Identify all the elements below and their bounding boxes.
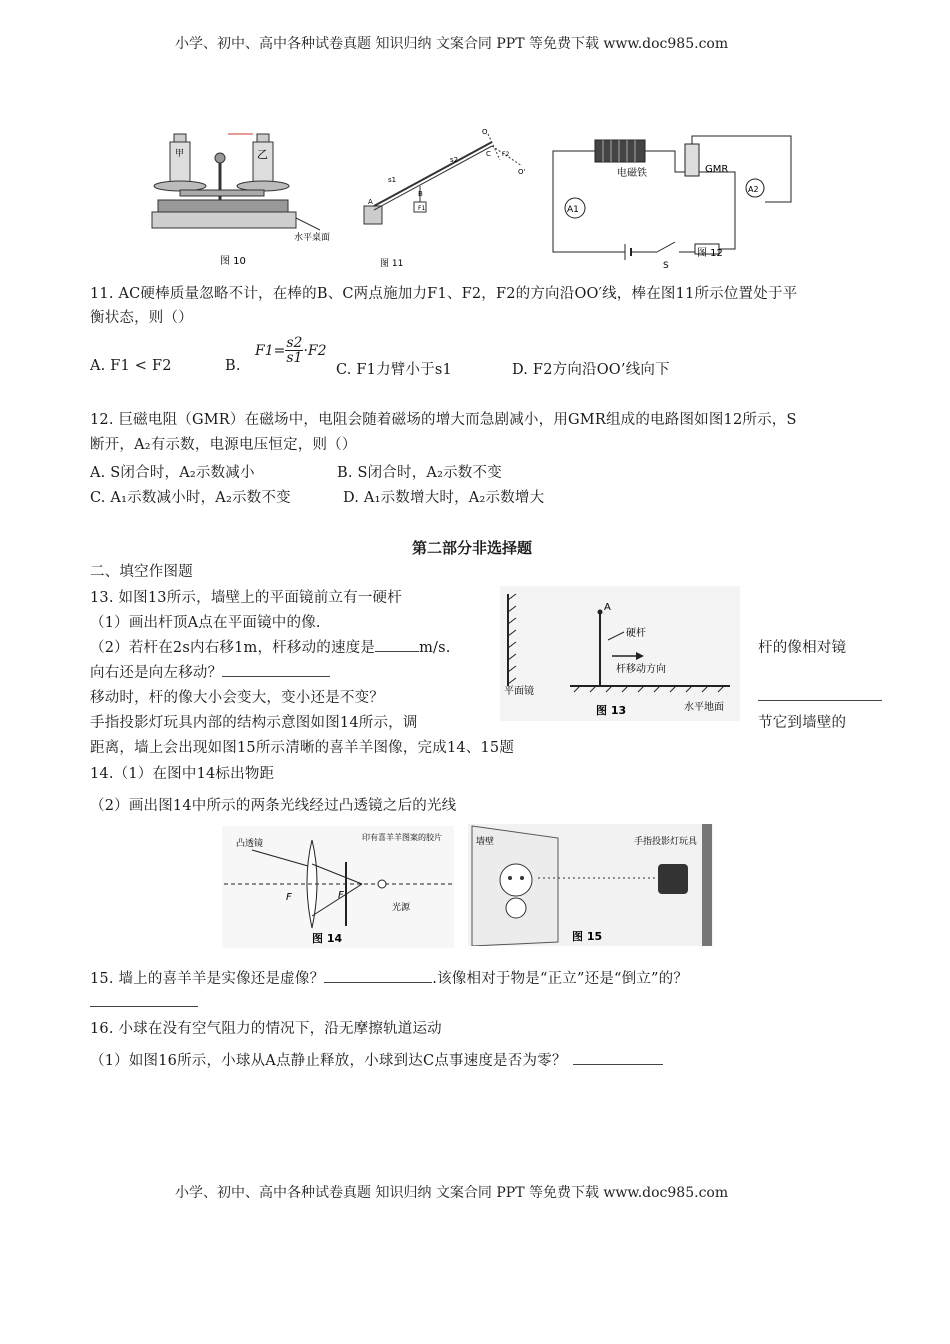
q15-image-type-blank[interactable] [324,968,432,983]
fig12-a2: A2 [748,185,759,194]
q13-line5: 移动时，杆的像大小会变大，变小还是不变？ [90,690,384,706]
page-header: 小学、初中、高中各种试卷真题 知识归纳 文案合同 PPT 等免费下载 www.doc985.com [175,36,729,52]
q12-option-b: B. S闭合时，A₂示数不变 [337,465,502,481]
fig14-focal-right: F [338,890,344,901]
fig13-ground: 水平地面 [684,702,724,713]
figure-10 [150,128,350,270]
q13-line6-a: 手指投影灯玩具内部的结构示意图如图14所示，调 [90,715,418,731]
fig10-label-yi: 乙 [257,148,268,161]
q16-speed-blank[interactable] [573,1050,663,1065]
fig11-B: B [418,190,423,198]
fig11-O: O [482,128,488,136]
formula-den: s1 [286,350,303,366]
fig13-mirror: 平面镜 [504,686,534,697]
q13-line7: 距离，墙上会出现如图15所示清晰的喜羊羊图像，完成14、15题 [90,740,515,756]
q12-line2: 断开，A₂有示数，电源电压恒定，则（） [90,437,357,453]
q11-option-b-prefix: B. [225,358,241,374]
fig10-caption: 图 10 [220,256,246,267]
fig12-gmr: GMR [705,164,729,175]
formula-fraction [285,336,303,365]
q12-option-a: A. S闭合时，A₂示数减小 [90,465,255,481]
fig13-caption: 图 13 [596,704,627,717]
fig13-direction: 杆移动方向 [616,664,666,675]
q13-line4 [90,661,330,682]
fig11-F2: F2 [502,151,510,158]
q14-line2: （2）画出图14中所示的两条光线经过凸透镜之后的光线 [90,798,457,814]
figure-15 [468,824,713,946]
q15-line1 [90,967,688,988]
figure-14 [222,826,454,948]
fig14-light: 光源 [392,903,411,913]
q11-line1: 11. AC硬棒质量忽略不计，在棒的B、C两点施加力F1、F2，F2的方向沿OO′线，棒在图11所示位置处于平 [90,286,798,302]
fig15-toy: 手指投影灯玩具 [634,837,698,847]
fig10-label-jia: 甲 [175,149,185,159]
q15-line1-a: 15. 墙上的喜羊羊是实像还是虚像？ [90,971,325,987]
q13-line3 [90,636,451,657]
fig11-C: C [486,150,491,158]
q13-direction-blank[interactable] [222,662,330,677]
q13-line6-b: 节它到墙壁的 [758,715,847,731]
q15-orientation-blank[interactable] [90,1006,198,1007]
formula-rhs: ·F2 [303,343,327,359]
q15-line1-b: .该像相对于物是“正立”还是“倒立”的？ [432,971,689,987]
fig13-point-a: A [604,602,611,613]
figure-12 [545,132,800,272]
fig10-table-label: 水平桌面 [294,233,331,243]
fig11-s2: s2 [450,156,459,164]
fig12-magnet: 电磁铁 [617,168,647,179]
fig11-F1: F1 [418,205,426,212]
q14-line1: 14.（1）在图中14标出物距 [90,766,275,782]
fig12-caption: 图 12 [697,248,723,259]
q13-line3-b: m/s. [419,640,451,656]
fig12-switch: S [663,261,669,271]
q12-line1: 12. 巨磁电阻（GMR）在磁场中，电阻会随着磁场的增大而急剧减小，用GMR组成的电路图如图12所示，S [90,412,797,428]
q16-line2-text: （1）如图16所示，小球从A点静止释放，小球到达C点事速度是否为零？ [90,1053,567,1069]
formula-num: s2 [286,335,303,351]
q11-option-d: D. F2方向沿OO’线向下 [512,362,670,378]
fig12-a1: A1 [567,205,579,215]
fig13-rod: 硬杆 [626,628,646,639]
section-title: 二、填空作图题 [90,564,193,580]
q16-line2 [90,1049,663,1070]
fig11-O2: O' [518,168,526,176]
q13-line4-text: 向右还是向左移动？ [90,665,223,681]
fig11-s1: s1 [388,176,397,184]
fig11-A: A [368,198,373,206]
q13-line3-c: 杆的像相对镜 [758,640,847,656]
q11-option-c: C. F1力臂小于s1 [336,362,452,378]
formula-lhs: F1= [255,343,286,359]
fig15-caption: 图 15 [572,930,603,943]
q11-option-b-formula [255,336,327,365]
figure-13 [500,586,740,721]
q12-option-d: D. A₁示数增大时，A₂示数增大 [343,490,545,506]
page-footer: 小学、初中、高中各种试卷真题 知识归纳 文案合同 PPT 等免费下载 www.doc985.com [175,1185,729,1201]
q13-line3-a: （2）若杆在2s内右移1m，杆移动的速度是 [90,640,376,656]
q16-line1: 16. 小球在没有空气阻力的情况下，沿无摩擦轨道运动 [90,1021,442,1037]
part2-title: 第二部分非选择题 [412,539,533,557]
q13-line2: （1）画出杆顶A点在平面镜中的像. [90,615,321,631]
fig14-lens: 凸透镜 [236,839,264,849]
q12-option-c: C. A₁示数减小时，A₂示数不变 [90,490,291,506]
q13-size-blank[interactable] [758,700,882,701]
q13-line1: 13. 如图13所示，墙壁上的平面镜前立有一硬杆 [90,590,402,606]
fig14-focal-left: F [286,892,292,903]
fig15-wall: 墙壁 [476,837,495,847]
fig14-film: 印有喜羊羊图案的胶片 [362,833,442,842]
fig11-caption: 图 11 [380,259,404,269]
q11-line2: 衡状态，则（） [90,310,193,326]
fig14-caption: 图 14 [312,932,343,945]
q11-option-a: A. F1 < F2 [90,358,172,374]
q13-speed-blank[interactable] [375,637,419,652]
figure-11 [360,126,535,271]
